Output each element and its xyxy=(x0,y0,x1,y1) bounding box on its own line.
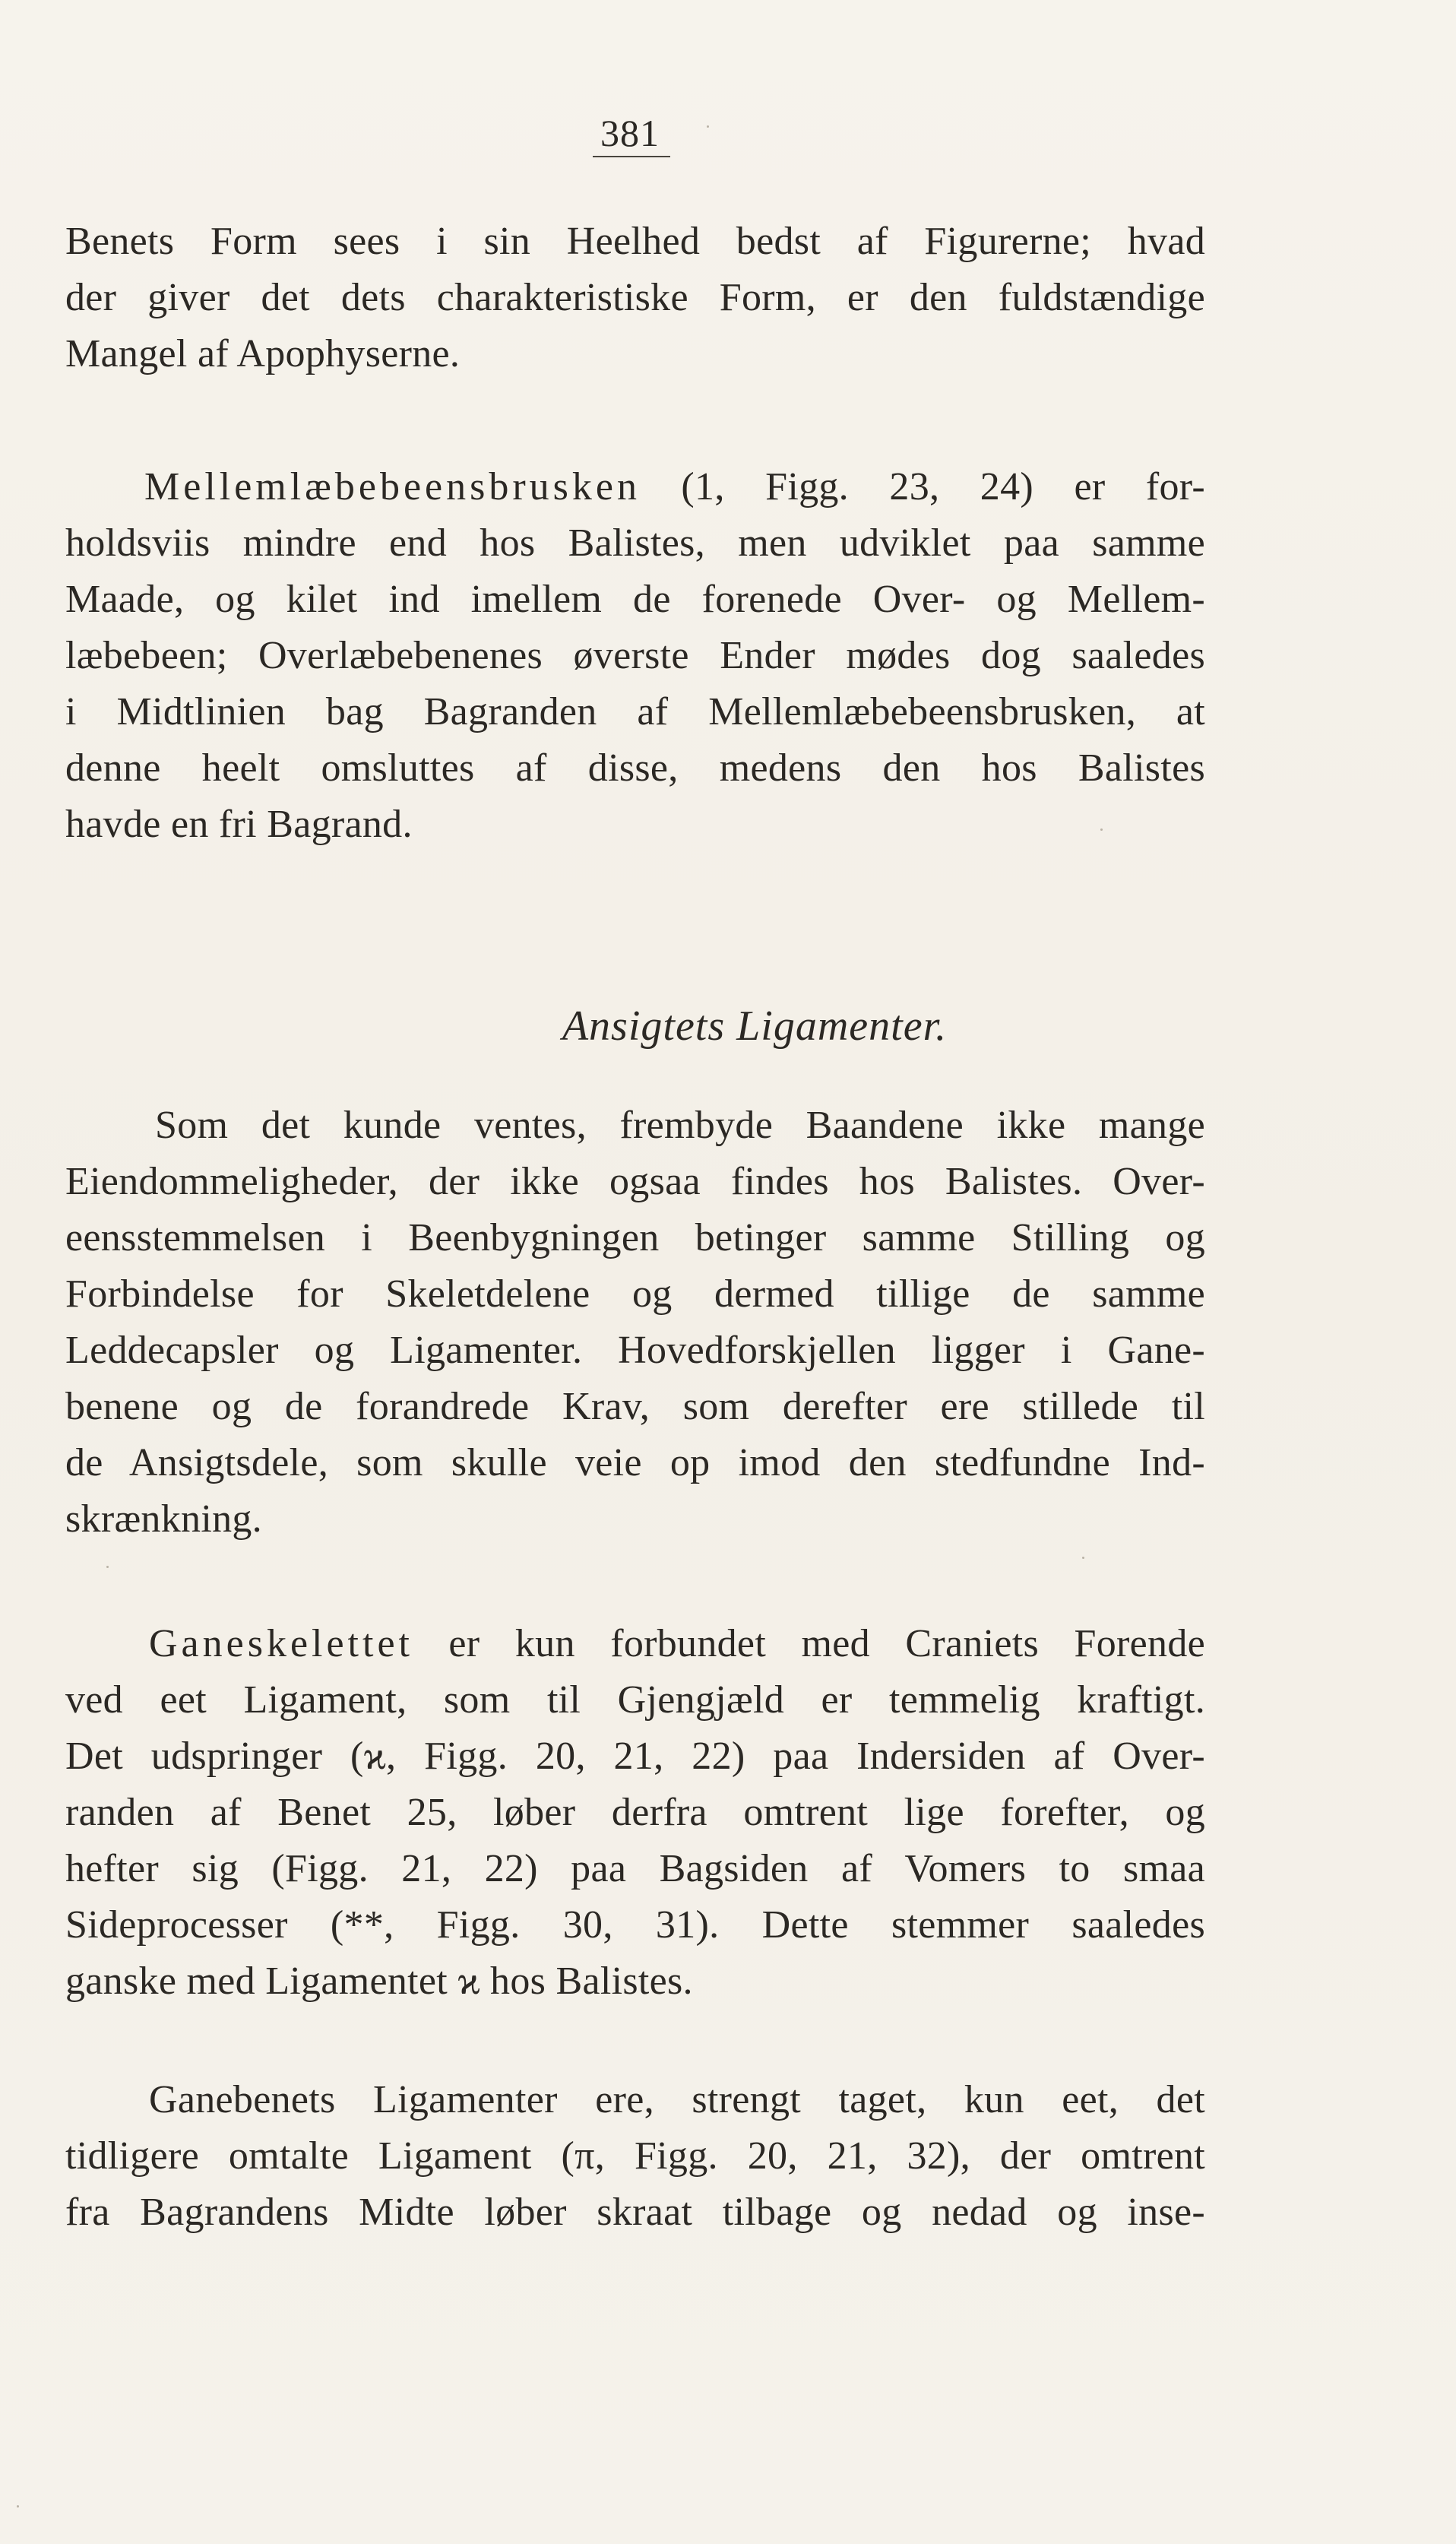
paper-speck xyxy=(1100,828,1103,831)
paper-speck xyxy=(707,125,709,128)
paragraph-3 xyxy=(65,1098,1205,1548)
text-line: Som det kunde ventes, frembyde Baandene ikke mange xyxy=(155,1104,1205,1147)
text-line: Sideprocesser (**, Figg. 30, 31). Dette stemmer saaledes xyxy=(65,1903,1205,1947)
text-line xyxy=(65,1616,1205,1672)
text-line: tidligere omtalte Ligament (π, Figg. 20, 21, 32), der omtrent xyxy=(65,2134,1205,2178)
text-line: havde en fri Bagrand. xyxy=(65,803,413,846)
text-line: fra Bagrandens Midte løber skraat tilbage og nedad og inse- xyxy=(65,2191,1205,2234)
text-line: randen af Benet 25, løber derfra omtrent lige forefter, og xyxy=(65,1791,1205,1834)
text-line: ganske med Ligamentet ϰ hos Balistes. xyxy=(65,1959,693,2003)
paper-speck xyxy=(17,2505,19,2508)
section-heading: Ansigtets Ligamenter. xyxy=(562,1003,948,1050)
paper-speck xyxy=(1082,1557,1084,1559)
page-number: 381 xyxy=(593,112,670,157)
text-line: Maade, og kilet ind imellem de forenede Over- og Mellem- xyxy=(65,578,1205,621)
text-line: hefter sig (Figg. 21, 22) paa Bagsiden af Vomers to smaa xyxy=(65,1847,1205,1890)
text-line: holdsviis mindre end hos Balistes, men udviklet paa samme xyxy=(65,521,1205,565)
text-line: i Midtlinien bag Bagranden af Mellemlæbebeensbrusken, at xyxy=(65,690,1205,733)
lead-term: Ganeskelettet xyxy=(149,1622,413,1665)
text-line: eensstemmelsen i Beenbygningen betinger samme Stilling og xyxy=(65,1216,1205,1259)
text-line: Benets Form sees i sin Heelhed bedst af Figurerne; hvad xyxy=(65,220,1205,263)
lead-term: Mellemlæbebeensbrusken xyxy=(144,465,641,508)
paragraph-5 xyxy=(65,2072,1205,2241)
text-line: benene og de forandrede Krav, som derefter ere stillede til xyxy=(65,1385,1205,1428)
text-line: denne heelt omsluttes af disse, medens den hos Balistes xyxy=(65,746,1205,790)
text-line: Forbindelse for Skeletdelene og dermed tillige de samme xyxy=(65,1272,1205,1316)
text-line: Leddecapsler og Ligamenter. Hovedforskjellen ligger i Gane- xyxy=(65,1329,1205,1372)
paragraph-2 xyxy=(65,459,1205,853)
text-line: Det udspringer (ϰ, Figg. 20, 21, 22) paa Indersiden af Over- xyxy=(65,1735,1205,1778)
paper-speck xyxy=(106,1566,109,1568)
text-line xyxy=(65,459,1205,515)
text-line: Eiendommeligheder, der ikke ogsaa findes hos Balistes. Over- xyxy=(65,1160,1205,1203)
paragraph-4 xyxy=(65,1616,1205,2010)
text-line: Ganebenets Ligamenter ere, strengt taget, kun eet, det xyxy=(149,2078,1205,2121)
text-line: ved eet Ligament, som til Gjengjæld er temmelig kraftigt. xyxy=(65,1678,1205,1722)
text-line: skrænkning. xyxy=(65,1497,262,1541)
text-line: læbebeen; Overlæbebenenes øverste Ender mødes dog saaledes xyxy=(65,634,1205,677)
text-line: de Ansigtsdele, som skulle veie op imod den stedfundne Ind- xyxy=(65,1441,1205,1484)
text-fragment: (1, Figg. 23, 24) er for- xyxy=(640,465,1205,508)
text-line: Mangel af Apophyserne. xyxy=(65,332,461,375)
text-line: der giver det dets charakteristiske Form, er den fuldstændige xyxy=(65,276,1205,319)
text-fragment: er kun forbundet med Craniets Forende xyxy=(413,1622,1205,1665)
paragraph-1 xyxy=(65,214,1205,382)
